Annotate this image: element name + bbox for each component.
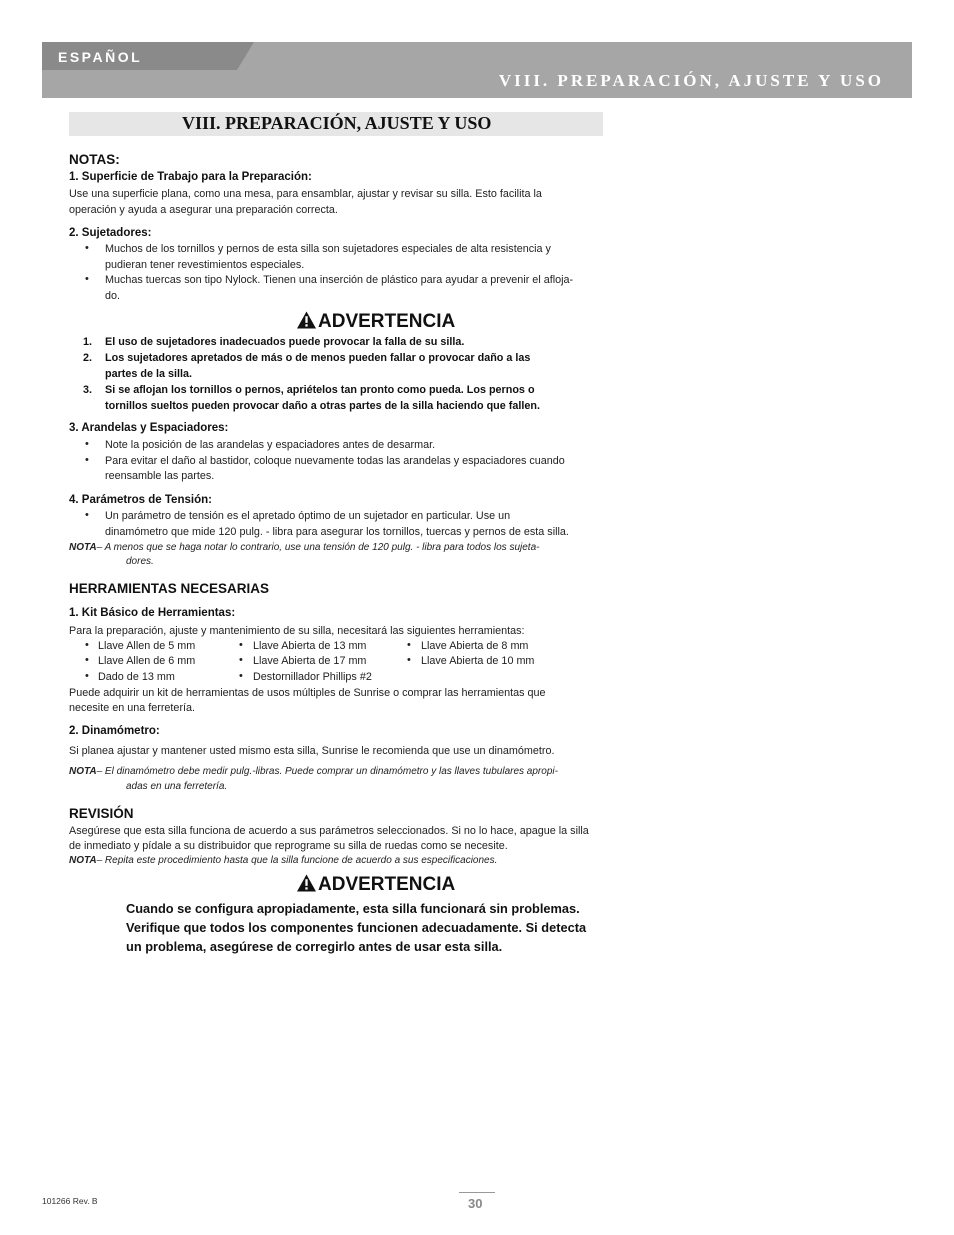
tool-item: Dado de 13 mm xyxy=(98,671,175,683)
warning1-item2-num: 2. xyxy=(83,352,93,364)
item4-bullet1-line1: Un parámetro de tensión es el apretado óptimo de un sujetador en particular. Use un xyxy=(105,510,511,522)
tool-item: Llave Abierta de 17 mm xyxy=(253,655,367,667)
kit-after-line2: necesite en una ferretería. xyxy=(69,702,196,714)
warning1-item2-line2: partes de la silla. xyxy=(105,368,193,380)
kit-intro: Para la preparación, ajuste y mantenimiento de su silla, necesitará las siguientes herramientas: xyxy=(69,625,525,637)
warning2-line1: Cuando se configura apropiadamente, esta silla funcionará sin problemas. xyxy=(126,901,580,916)
revision-line2: de inmediato y pídale a su distribuidor que reprograme su silla de ruedas como se necesite. xyxy=(69,840,508,852)
bullet-icon: • xyxy=(85,670,89,682)
warning2-line3: un problema, asegúrese de corregirlo antes de usar esta silla. xyxy=(126,939,503,954)
item2-title: 2. Sujetadores: xyxy=(69,227,152,239)
warning-triangle-icon xyxy=(297,874,316,892)
bullet-icon: • xyxy=(239,670,243,682)
dyn-nota-line2: adas en una ferretería. xyxy=(126,781,228,792)
warning2-line2: Verifique que todos los componentes funcionen adecuadamente. Si detecta xyxy=(126,920,587,935)
revision-line1: Asegúrese que esta silla funciona de acuerdo a sus parámetros seleccionados. Si no lo hace, apague la silla xyxy=(69,825,589,837)
revision-heading: REVISIÓN xyxy=(69,806,134,821)
bullet-icon: • xyxy=(85,242,89,254)
header-title: VIII. PREPARACIÓN, AJUSTE Y USO xyxy=(498,71,884,90)
kit-after-line1: Puede adquirir un kit de herramientas de usos múltiples de Sunrise o comprar las herramientas que xyxy=(69,687,546,699)
warning2-title: ADVERTENCIA xyxy=(318,874,456,895)
dyn-text: Si planea ajustar y mantener usted mismo esta silla, Sunrise le recomienda que use un dinamómetro. xyxy=(69,745,555,757)
notas-heading: NOTAS: xyxy=(69,152,120,167)
section-title: VIII. PREPARACIÓN, AJUSTE Y USO xyxy=(182,113,492,133)
warning1-title: ADVERTENCIA xyxy=(318,311,456,332)
item1-line2: operación y ayuda a asegurar una preparación correcta. xyxy=(69,204,338,216)
item1-line1: Use una superficie plana, como una mesa, para ensamblar, ajustar y revisar su silla. Esto facilita la xyxy=(69,188,542,200)
dyn-nota-line1: NOTA– El dinamómetro debe medir pulg.-libras. Puede comprar un dinamómetro y las llaves tubulares apropi- xyxy=(69,766,558,777)
bullet-icon: • xyxy=(239,639,243,651)
item2-bullet2-line1: Muchas tuercas son tipo Nylock. Tienen una inserción de plástico para ayudar a prevenir el afloja- xyxy=(105,274,574,286)
warning1-item3-line1: Si se aflojan los tornillos o pernos, apriételos tan pronto como pueda. Los pernos o xyxy=(105,384,535,396)
item4-nota-line2: dores. xyxy=(126,556,154,567)
bullet-icon: • xyxy=(85,454,89,466)
language-label: ESPAÑOL xyxy=(58,49,143,65)
item1-title: 1. Superficie de Trabajo para la Preparación: xyxy=(69,171,312,183)
revision-nota: NOTA– Repita este procedimiento hasta que la silla funcione de acuerdo a sus especificaciones. xyxy=(69,855,498,866)
page-number: 30 xyxy=(468,1196,483,1211)
tool-item: Llave Abierta de 8 mm xyxy=(421,640,529,652)
item3-bullet2-line1: Para evitar el daño al bastidor, coloque nuevamente todas las arandelas y espaciadores cuando xyxy=(105,455,565,467)
item3-title: 3. Arandelas y Espaciadores: xyxy=(69,422,229,434)
warning2-heading xyxy=(297,874,455,896)
bullet-icon: • xyxy=(85,509,89,521)
kit-title: 1. Kit Básico de Herramientas: xyxy=(69,607,236,619)
bullet-icon: • xyxy=(85,273,89,285)
warning1-item2-line1: Los sujetadores apretados de más o de menos pueden fallar o provocar daño a las xyxy=(105,352,531,364)
dyn-title: 2. Dinamómetro: xyxy=(69,725,160,737)
item4-title: 4. Parámetros de Tensión: xyxy=(69,494,212,506)
bullet-icon: • xyxy=(407,639,411,651)
bullet-icon: • xyxy=(239,654,243,666)
bullet-icon: • xyxy=(407,654,411,666)
warning1-heading xyxy=(297,311,455,333)
page-number-rule xyxy=(459,1192,495,1193)
item2-bullet2-line2: do. xyxy=(105,290,121,302)
bullet-icon: • xyxy=(85,654,89,666)
item4-nota-line1: NOTA– A menos que se haga notar lo contrario, use una tensión de 120 pulg. - libra para todos los sujeta- xyxy=(69,542,540,553)
tool-item: Llave Allen de 5 mm xyxy=(98,640,196,652)
item3-bullet1: Note la posición de las arandelas y espaciadores antes de desarmar. xyxy=(105,439,436,451)
tool-item: Llave Abierta de 13 mm xyxy=(253,640,367,652)
item3-bullet2-line2: reensamble las partes. xyxy=(105,470,215,482)
tool-item: Destornillador Phillips #2 xyxy=(253,671,372,683)
warning1-item3-num: 3. xyxy=(83,384,93,396)
item4-bullet1-line2: dinamómetro que mide 120 pulg. - libra para asegurar los tornillos, tuercas y pernos de esta silla. xyxy=(105,526,569,538)
item2-bullet1-line2: pudieran tener revestimientos especiales. xyxy=(105,259,305,271)
tool-item: Llave Abierta de 10 mm xyxy=(421,655,535,667)
bullet-icon: • xyxy=(85,639,89,651)
warning1-item1-line1: El uso de sujetadores inadecuados puede provocar la falla de su silla. xyxy=(105,336,465,348)
warning2-text xyxy=(126,899,606,956)
item2-bullet1-line1: Muchos de los tornillos y pernos de esta silla son sujetadores especiales de alta resistencia y xyxy=(105,243,551,255)
tool-item: Llave Allen de 6 mm xyxy=(98,655,196,667)
warning1-item3-line2: tornillos sueltos pueden provocar daño a otras partes de la silla haciendo que fallen. xyxy=(105,400,540,412)
warning1-item1-num: 1. xyxy=(83,336,93,348)
document-number: 101266 Rev. B xyxy=(42,1196,98,1206)
tools-heading: HERRAMIENTAS NECESARIAS xyxy=(69,581,270,596)
bullet-icon: • xyxy=(85,438,89,450)
warning-triangle-icon xyxy=(297,311,316,329)
